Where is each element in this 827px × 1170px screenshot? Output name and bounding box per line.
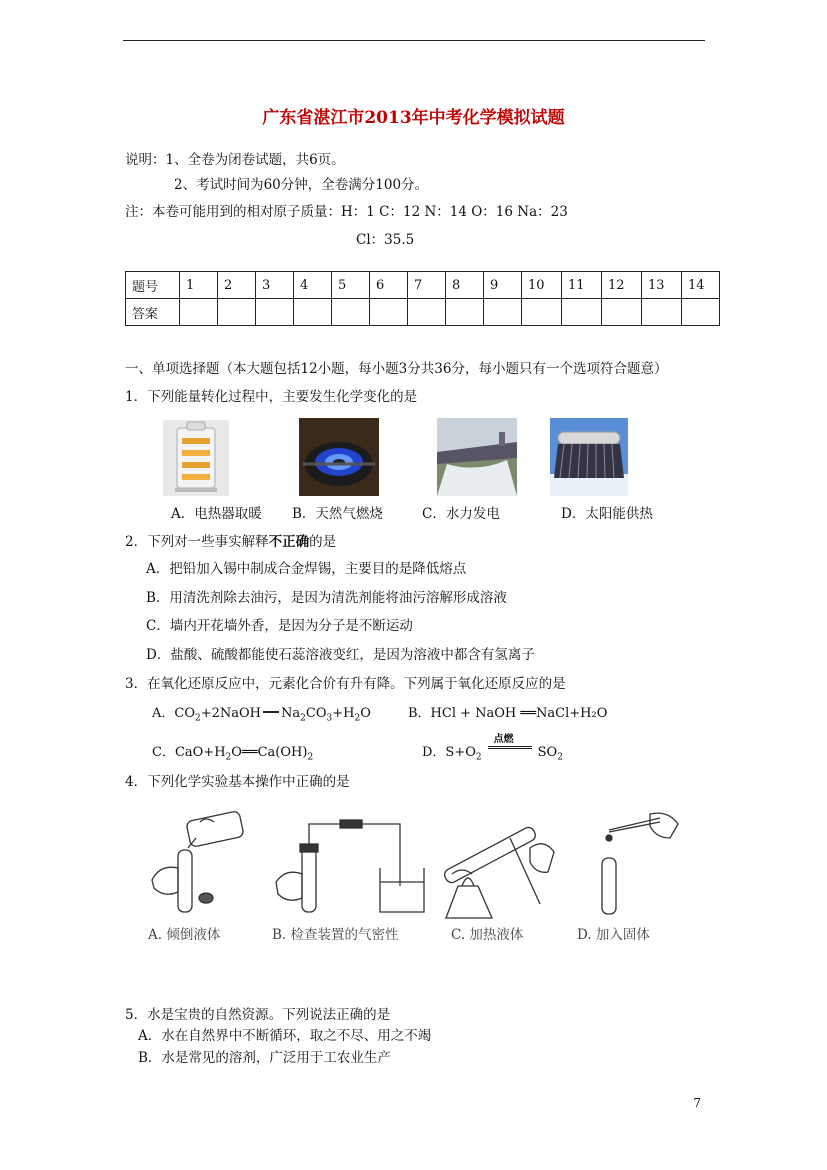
table-cell: 5 — [332, 272, 370, 299]
question-3-stem: 3．在氧化还原反应中，元素化合价有升有降。下列属于氧化还原反应的是 — [125, 676, 566, 692]
table-cell: 7 — [408, 272, 446, 299]
reaction-condition-arrow — [488, 734, 532, 756]
answer-cell — [602, 299, 642, 326]
q3a-label: A． — [152, 706, 175, 721]
adding-solid-drawing — [602, 813, 678, 914]
answer-table-row-numbers — [126, 272, 720, 299]
q5-option-b: B．水是常见的溶剂，广泛用于工农业生产 — [138, 1050, 391, 1066]
note-line-2: 2、考试时间为60分钟，全卷满分100分。 — [174, 177, 429, 193]
lab-operations-figure — [140, 808, 700, 920]
q2-option-d: D．盐酸、硫酸都能使石蕊溶液变红，是因为溶液中都含有氢离子 — [146, 647, 535, 663]
q3a-formula: CO — [305, 706, 327, 721]
section-heading: 一、单项选择题（本大题包括12小题，每小题3分共36分，每小题只有一个选项符合题意） — [125, 361, 668, 377]
q3a-formula: Na — [281, 706, 301, 721]
q3a-sub: 2 — [354, 713, 361, 724]
q3a-formula: +2NaOH — [200, 706, 262, 721]
table-cell: 9 — [484, 272, 522, 299]
q3a-formula: CO — [174, 706, 195, 721]
q2-stem-emphasis: 不正确 — [268, 534, 310, 550]
q3c-sub: 2 — [225, 752, 232, 763]
page-number: 7 — [693, 1096, 701, 1110]
q3-option-c — [152, 741, 313, 763]
answer-cell — [484, 299, 522, 326]
pouring-liquid-drawing — [152, 811, 244, 912]
q3a-sub: 3 — [326, 713, 333, 724]
answer-table — [125, 271, 720, 326]
q3c-formula: O══Ca(OH) — [231, 745, 308, 760]
q5-option-a: A．水在自然界中不断循环，取之不尽、用之不竭 — [138, 1028, 432, 1044]
table-header-cell: 题号 — [126, 272, 180, 299]
table-cell: 8 — [446, 272, 484, 299]
q2-option-b: B．用清洗剂除去油污，是因为清洗剂能将油污溶解形成溶液 — [146, 590, 507, 606]
q4-caption-c: C. 加热液体 — [451, 927, 524, 943]
q4-caption-a: A. 倾倒液体 — [148, 927, 221, 943]
question-5-stem: 5．水是宝贵的自然资源。下列说法正确的是 — [125, 1007, 391, 1023]
table-cell: 6 — [370, 272, 408, 299]
q1-option-b: B．天然气燃烧 — [292, 506, 383, 522]
answer-cell — [642, 299, 682, 326]
equals-sign — [263, 711, 279, 713]
question-1-stem: 1．下列能量转化过程中，主要发生化学变化的是 — [125, 389, 418, 405]
q3a-formula: +H — [332, 706, 355, 721]
header-rule — [123, 40, 705, 41]
airtightness-check-drawing — [276, 820, 424, 912]
table-cell: 11 — [562, 272, 602, 299]
table-cell: 10 — [522, 272, 562, 299]
reaction-condition: 点燃 — [493, 734, 514, 745]
answer-cell — [332, 299, 370, 326]
answer-cell — [562, 299, 602, 326]
table-cell: 12 — [602, 272, 642, 299]
q2-stem-text-end: 的是 — [309, 534, 337, 550]
q3-option-d — [422, 734, 563, 763]
note-line-1: 说明：1、全卷为闭卷试题，共6页。 — [125, 152, 345, 168]
question-4-stem: 4．下列化学实验基本操作中正确的是 — [125, 774, 350, 790]
q3d-formula: SO — [537, 745, 558, 760]
answer-table-row-answers — [126, 299, 720, 326]
q3a-sub: 2 — [300, 713, 306, 724]
table-header-cell: 答案 — [126, 299, 180, 326]
table-cell: 13 — [642, 272, 682, 299]
q3d-sub: 2 — [557, 752, 563, 763]
table-cell: 4 — [294, 272, 332, 299]
q3-option-a — [152, 702, 371, 724]
answer-cell — [218, 299, 256, 326]
heating-liquid-drawing — [443, 825, 554, 918]
hydropower-dam-image — [437, 418, 517, 496]
q3a-formula: O — [360, 706, 371, 721]
table-cell: 2 — [218, 272, 256, 299]
answer-cell — [682, 299, 720, 326]
q3c-sub: 2 — [307, 752, 314, 763]
table-cell: 1 — [180, 272, 218, 299]
electric-heater-image — [163, 420, 229, 496]
solar-water-heater-image — [550, 418, 628, 496]
q3a-sub: 2 — [195, 713, 201, 724]
table-cell: 14 — [682, 272, 720, 299]
equals-sign — [488, 746, 532, 749]
answer-cell — [408, 299, 446, 326]
q1-option-a: A．电热器取暖 — [171, 506, 262, 522]
answer-cell — [446, 299, 484, 326]
q3-option-b: B．HCl + NaOH ══NaCl+H₂O — [408, 706, 608, 721]
answer-cell — [180, 299, 218, 326]
q2-option-c: C．墙内开花墙外香，是因为分子是不断运动 — [146, 618, 413, 634]
answer-cell — [256, 299, 294, 326]
gas-burner-image — [299, 418, 379, 496]
note-line-4: Cl：35.5 — [356, 232, 415, 248]
q4-caption-b: B. 检查装置的气密性 — [272, 927, 399, 943]
q4-caption-d: D. 加入固体 — [577, 927, 650, 943]
answer-cell — [370, 299, 408, 326]
table-cell: 3 — [256, 272, 294, 299]
q2-option-a: A．把铅加入锡中制成合金焊锡，主要目的是降低熔点 — [146, 561, 467, 577]
page-title: 广东省湛江市2013年中考化学模拟试题 — [262, 108, 565, 128]
answer-cell — [522, 299, 562, 326]
q2-stem-text: 2．下列对一些事实解释 — [125, 534, 269, 550]
q1-option-c: C．水力发电 — [422, 506, 500, 522]
q3d-formula: D．S+O — [422, 745, 476, 760]
q3d-sub: 2 — [475, 752, 482, 763]
note-line-3: 注：本卷可能用到的相对原子质量：H：1 C：12 N：14 O：16 Na：23 — [125, 204, 568, 220]
q1-option-d: D．太阳能供热 — [561, 506, 653, 522]
answer-cell — [294, 299, 332, 326]
q3c-formula: C．CaO+H — [152, 745, 226, 760]
question-2-stem — [125, 530, 336, 550]
